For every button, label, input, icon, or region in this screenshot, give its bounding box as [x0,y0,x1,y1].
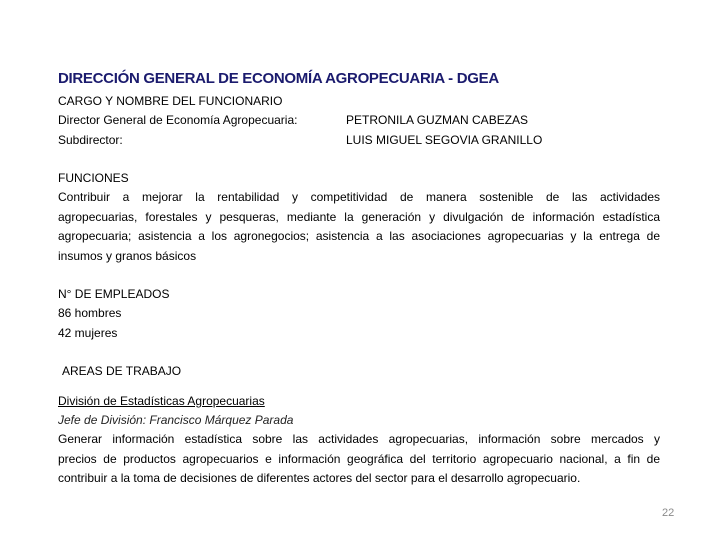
paragraph-line: precios de productos agropecuarios e información geográfica del territorio agropecuario nacional, a fin de [58,451,660,466]
areas-heading: AREAS DE TRABAJO [62,364,182,378]
paragraph-line: insumos y granos básicos [58,248,197,263]
division-paragraph [58,430,660,489]
paragraph-line: agropecuarias, forestales y pesqueras, mediante la generación y divulgación de información estadística [58,209,660,224]
cargo-row [58,131,658,151]
cargo-name: LUIS MIGUEL SEGOVIA GRANILLO [346,133,543,147]
cargo-row [58,111,658,131]
cargo-heading: CARGO Y NOMBRE DEL FUNCIONARIO [58,94,283,108]
funciones-paragraph [58,188,660,266]
division-title: División de Estadísticas Agropecuarias [58,394,265,408]
division-jefe: Jefe de División: Francisco Márquez Parada [58,413,294,427]
paragraph-line: agropecuaria; asistencia a los agronegocios; asistencia a las asociaciones agropecuarias y la entrega de [58,229,660,243]
cargo-role: Director General de Economía Agropecuaria: [58,113,298,127]
page-title: DIRECCIÓN GENERAL DE ECONOMÍA AGROPECUARIA - DGEA [58,70,499,87]
empleados-hombres: 86 hombres [58,306,122,320]
empleados-mujeres: 42 mujeres [58,326,118,340]
cargo-name: PETRONILA GUZMAN CABEZAS [346,113,529,127]
empleados-heading: N° DE EMPLEADOS [58,287,170,301]
paragraph-line: Contribuir a mejorar la rentabilidad y competitividad de manera sostenible de las actividades [58,190,660,204]
page-number: 22 [662,507,675,519]
cargo-role: Subdirector: [58,133,123,147]
funciones-heading: FUNCIONES [58,171,129,185]
paragraph-line: contribuir a la toma de decisiones de diferentes actores del sector para el desarrollo agropecuario. [58,471,581,485]
paragraph-line: Generar información estadística sobre las actividades agropecuarias, información sobre mercados y [58,432,660,446]
